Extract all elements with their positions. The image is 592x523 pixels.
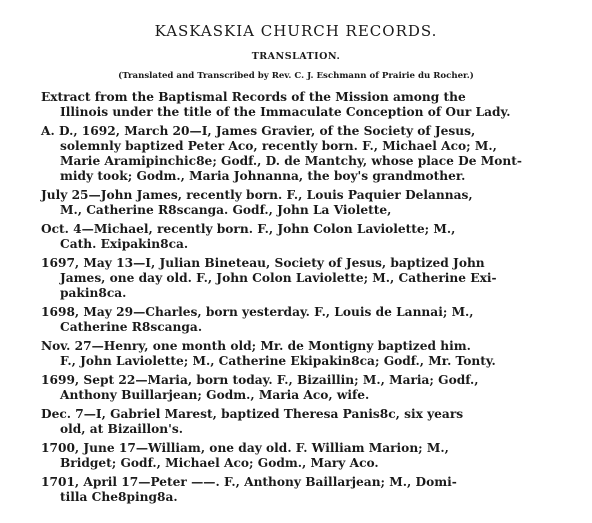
text-line: Nov. 27—Henry, one month old; Mr. de Montigny baptized him. — [41, 339, 471, 353]
record-paragraph — [41, 305, 563, 335]
text-line: 1697, May 13—I, Julian Bineteau, Society of Jesus, baptized John — [41, 256, 485, 270]
record-paragraph — [41, 407, 563, 437]
record-paragraph — [41, 441, 563, 471]
text-line: Dec. 7—I, Gabriel Marest, baptized Theresa Panis8c, six years — [41, 407, 464, 421]
text-line: M., Catherine R8scanga. Godf., John La Violette, — [60, 203, 392, 217]
record-paragraph — [41, 124, 563, 184]
record-paragraph — [41, 475, 563, 505]
record-paragraph — [41, 90, 563, 120]
text-line: pakin8ca. — [60, 286, 127, 300]
text-line: 1701, April 17—Peter ——. F., Anthony Baillarjean; M., Domi- — [41, 475, 457, 489]
record-paragraph — [41, 188, 563, 218]
record-paragraph — [41, 256, 563, 301]
text-line: Bridget; Godf., Michael Aco; Godm., Mary Aco. — [60, 456, 379, 470]
text-line: James, one day old. F., John Colon Laviolette; M., Catherine Exi- — [60, 271, 497, 285]
document-title: KASKASKIA CHURCH RECORDS. — [154, 22, 438, 40]
text-line: 1699, Sept 22—Maria, born today. F., Bizaillin; M., Maria; Godf., — [41, 373, 479, 387]
text-line: F., John Laviolette; M., Catherine Ekipakin8ca; Godf., Mr. Tonty. — [60, 354, 496, 368]
text-line: Marie Aramipinchic8e; Godf., D. de Mantchy, whose place De Mont- — [60, 154, 522, 168]
document-subtitle: TRANSLATION. — [251, 51, 341, 62]
text-line: Oct. 4—Michael, recently born. F., John Colon Laviolette; M., — [41, 222, 456, 236]
text-line: tilla Che8ping8a. — [60, 490, 178, 504]
text-line: Catherine R8scanga. — [60, 320, 203, 334]
text-line: midy took; Godm., Maria Johnanna, the boy's grandmother. — [60, 169, 466, 183]
record-paragraph — [41, 222, 563, 252]
text-line: July 25—John James, recently born. F., Louis Paquier Delannas, — [41, 188, 473, 202]
text-line: Anthony Buillarjean; Godm., Maria Aco, wife. — [60, 388, 370, 402]
text-line: 1698, May 29—Charles, born yesterday. F., Louis de Lannai; M., — [41, 305, 474, 319]
text-line: Extract from the Baptismal Records of the Mission among the — [41, 90, 466, 104]
text-line: solemnly baptized Peter Aco, recently born. F., Michael Aco; M., — [60, 139, 497, 153]
text-line: 1700, June 17—William, one day old. F. William Marion; M., — [41, 441, 449, 455]
translator-credit: (Translated and Transcribed by Rev. C. J. Eschmann of Prairie du Rocher.) — [118, 71, 474, 81]
record-paragraph — [41, 339, 563, 369]
text-line: Cath. Exipakin8ca. — [60, 237, 189, 251]
document-body — [41, 90, 563, 509]
text-line: Illinois under the title of the Immaculate Conception of Our Lady. — [60, 105, 511, 119]
record-paragraph — [41, 373, 563, 403]
text-line: A. D., 1692, March 20—I, James Gravier, of the Society of Jesus, — [41, 124, 476, 138]
text-line: old, at Bizaillon's. — [60, 422, 183, 436]
